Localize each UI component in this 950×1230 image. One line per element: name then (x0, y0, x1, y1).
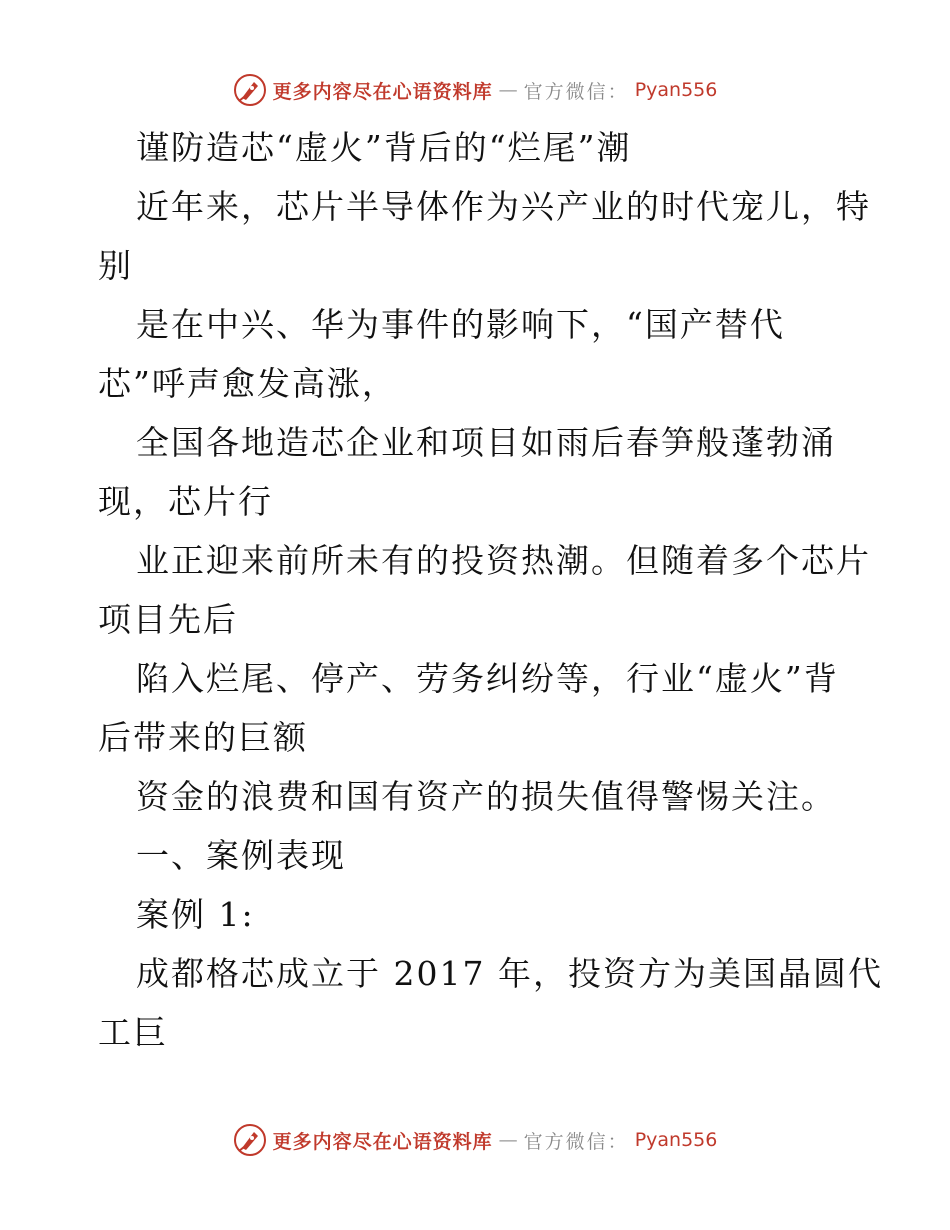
text-line-content: 后带来的巨额 (98, 718, 308, 757)
text-line-content: 全国各地造芯企业和项目如雨后春笋般蓬勃涌 (136, 423, 836, 462)
text-line (98, 885, 858, 944)
text-line (98, 531, 871, 590)
text-line (98, 118, 858, 177)
pen-nib-logo-icon (233, 1123, 267, 1157)
document-body (98, 118, 883, 1062)
text-line-content: 现，芯片行 (98, 482, 273, 521)
text-line-content: 芯”呼声愈发高涨， (98, 364, 397, 403)
text-line (98, 472, 858, 531)
watermark-label: 官方微信： (523, 80, 629, 103)
text-line (98, 767, 858, 826)
text-line-content: 谨防造芯“虚火”背后的“烂尾”潮 (136, 128, 632, 167)
watermark-label: 官方微信： (523, 1130, 629, 1153)
text-line-content: 案例 1: (136, 895, 255, 934)
watermark-brand: 更多内容尽在心语资料库 (272, 1130, 493, 1153)
text-line-content: 近年来，芯片半导体作为兴产业的时代宠儿，特 (136, 187, 871, 226)
text-line (98, 295, 858, 354)
text-line (98, 236, 858, 295)
text-line (98, 649, 858, 708)
text-line (98, 354, 858, 413)
watermark-dash: — (498, 79, 518, 101)
text-line (98, 413, 858, 472)
text-line (98, 944, 883, 1003)
text-line (98, 708, 858, 767)
text-line-content: 业正迎来前所未有的投资热潮。但随着多个芯片 (136, 541, 871, 580)
text-line-content: 是在中兴、华为事件的影响下，“国产替代 (136, 305, 785, 344)
watermark-brand: 更多内容尽在心语资料库 (272, 80, 493, 103)
watermark-wechat-id: Pyan556 (634, 79, 718, 101)
header-watermark (0, 72, 950, 108)
footer-watermark (0, 1122, 950, 1158)
text-line-content: 一、案例表现 (136, 836, 346, 875)
text-line-content: 项目先后 (98, 600, 238, 639)
text-line (98, 826, 858, 885)
text-line (98, 1003, 858, 1062)
text-line-content: 别 (98, 246, 133, 285)
text-line-content: 成都格芯成立于 2017 年，投资方为美国晶圆代 (136, 954, 883, 993)
text-line-content: 陷入烂尾、停产、劳务纠纷等，行业“虚火”背 (136, 659, 839, 698)
text-line-content: 工巨 (98, 1013, 168, 1052)
text-line (98, 177, 871, 236)
pen-nib-logo-icon (233, 73, 267, 107)
watermark-wechat-id: Pyan556 (634, 1129, 718, 1151)
text-line (98, 590, 858, 649)
watermark-dash: — (498, 1129, 518, 1151)
text-line-content: 资金的浪费和国有资产的损失值得警惕关注。 (136, 777, 836, 816)
